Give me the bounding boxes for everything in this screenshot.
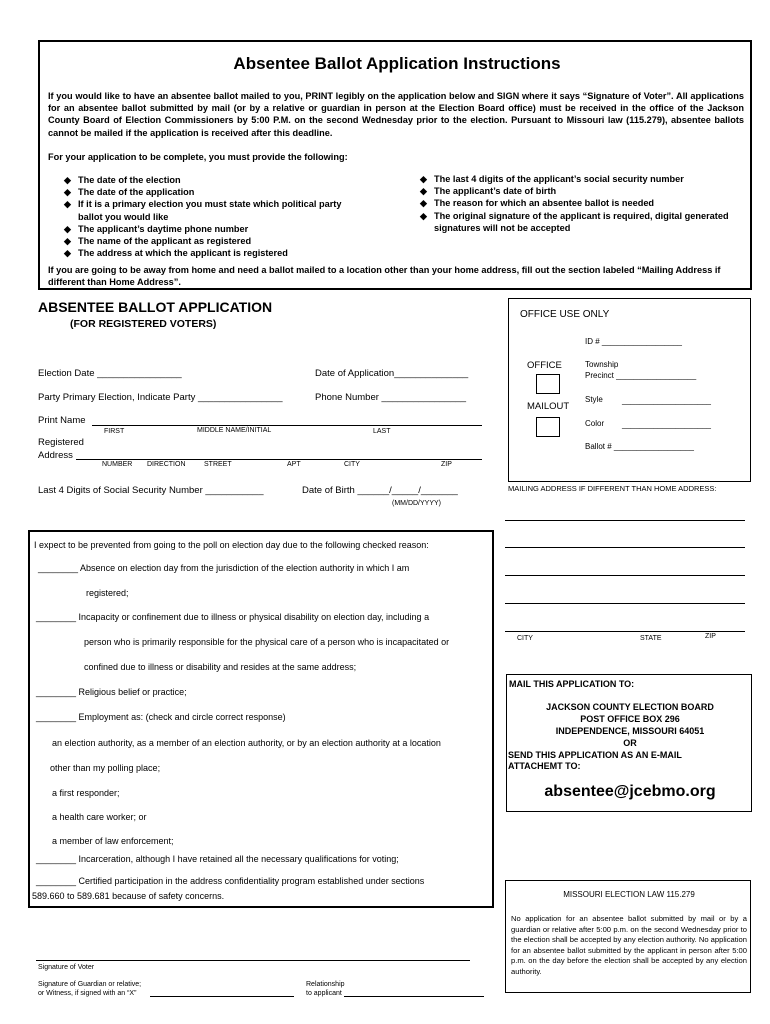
mailing-line-3[interactable] <box>505 575 745 576</box>
application-subtitle: (FOR REGISTERED VOTERS) <box>70 318 217 330</box>
reason-absence[interactable]: ________ Absence on election day from the jurisdiction of the election authority in which I am <box>38 563 410 573</box>
reason-employment[interactable]: ________ Employment as: (check and circle correct response) <box>36 712 286 722</box>
office-checkbox[interactable] <box>536 374 560 394</box>
requirements-list-left <box>64 174 364 259</box>
reason-text: person who is primarily responsible for the physical care of a person who is incapacitated or <box>84 637 450 647</box>
office-id-field: ID # __________________ <box>585 337 682 346</box>
list-item: ◆ The reason for which an absentee ballot is needed <box>420 197 740 209</box>
name-first-caption: FIRST <box>104 428 125 435</box>
mailing-line-2[interactable] <box>505 547 745 548</box>
instructions-box <box>38 40 752 290</box>
instructions-lead: For your application to be complete, you must provide the following: <box>48 152 348 162</box>
name-last-caption: LAST <box>373 428 391 435</box>
mailing-address-title: MAILING ADDRESS IF DIFFERENT THAN HOME ADDRESS: <box>508 484 717 493</box>
reason-religious[interactable]: ________ Religious belief or practice; <box>36 687 187 697</box>
office-use-box <box>508 298 751 482</box>
mail-to-org: JACKSON COUNTY ELECTION BOARD <box>546 702 714 712</box>
instructions-title: Absentee Ballot Application Instructions <box>233 54 561 73</box>
list-item: ◆ The date of the election <box>64 174 364 186</box>
mail-to-or: OR <box>623 738 637 748</box>
address-label: Address <box>38 450 73 461</box>
dob-format-caption: (MM/DD/YYYY) <box>392 500 441 507</box>
to-applicant-label: to applicant <box>306 990 342 997</box>
list-item: ◆ The applicant’s daytime phone number <box>64 223 364 235</box>
party-field[interactable]: Party Primary Election, Indicate Party ________________ <box>38 392 283 403</box>
township-label: Township <box>585 360 619 369</box>
reason-text: other than my polling place; <box>50 763 161 773</box>
requirements-list-right <box>420 173 740 234</box>
print-name-label: Print Name <box>38 415 86 426</box>
mail-to-city: INDEPENDENCE, MISSOURI 64051 <box>555 726 705 736</box>
mailout-checkbox[interactable] <box>536 417 560 437</box>
mailing-line-4[interactable] <box>505 603 745 604</box>
reason-incarceration[interactable]: ________ Incarceration, although I have retained all the necessary qualifications for voting; <box>36 854 399 864</box>
style-line: ____________________ <box>622 396 711 405</box>
witness-signature-label: or Witness, if signed with an “X” <box>38 990 137 997</box>
mail-to-title: MAIL THIS APPLICATION TO: <box>509 679 635 689</box>
voter-signature-label: Signature of Voter <box>38 964 95 971</box>
style-label: Style <box>585 395 603 404</box>
addr-zip-caption: ZIP <box>441 461 452 468</box>
reason-text: registered; <box>86 588 129 598</box>
mailing-city-caption: CITY <box>517 635 533 642</box>
list-item: ◆ The address at which the applicant is registered <box>64 247 364 259</box>
office-use-title: OFFICE USE ONLY <box>520 309 610 320</box>
instructions-footnote: If you are going to be away from home and need a ballot mailed to a location other than your home address, fill out the section labeled “Mailing Address if different than Home Address”. <box>48 265 721 287</box>
reason-text: a health care worker; or <box>52 812 147 822</box>
list-item: ◆ The applicant’s date of birth <box>420 185 740 197</box>
application-date-field[interactable]: Date of Application______________ <box>315 368 469 379</box>
email-lead: SEND THIS APPLICATION AS AN E-MAIL ATTACHEMT TO: <box>508 750 682 771</box>
address-input[interactable] <box>76 459 482 460</box>
precinct-field: Precinct __________________ <box>585 371 697 380</box>
guardian-signature-label: Signature of Guardian or relative; <box>38 981 142 988</box>
relationship-label: Relationship <box>306 981 345 988</box>
email-address-link[interactable]: absentee@jcebmo.org <box>544 783 716 800</box>
reason-box <box>28 530 494 908</box>
print-name-input[interactable] <box>92 425 482 426</box>
mail-to-box-number: POST OFFICE BOX 296 <box>580 714 680 724</box>
reason-text: a member of law enforcement; <box>52 836 174 846</box>
color-label: Color <box>585 419 605 428</box>
ballot-number-field: Ballot # __________________ <box>585 442 694 451</box>
list-item: ◆ The last 4 digits of the applicant’s social security number <box>420 173 740 185</box>
list-item: ◆ The original signature of the applicant is required, digital generated signatures will not be accepted <box>420 210 740 234</box>
addr-city-caption: CITY <box>344 461 360 468</box>
instructions-paragraph: If you would like to have an absentee ballot mailed to you, PRINT legibly on the application below and SIGN where it says “Signature of Voter”. All applications for an absentee ballot submitted by mail (or by a relative or guardian in person at the Election Board office) must be received in the office of the Jackson County Board of Election Commissioners by 5:00 P.M. on the second Wednesday prior to the election. Pursuant to Missouri law (115.279), absentee ballots cannot be mailed if the application is received after this deadline. <box>48 91 744 138</box>
name-middle-caption: MIDDLE NAME/INITIAL <box>197 427 272 434</box>
list-item: ◆ The date of the application <box>64 186 364 198</box>
election-date-field[interactable]: Election Date ________________ <box>38 368 182 379</box>
addr-apt-caption: APT <box>287 461 301 468</box>
ssn-field[interactable]: Last 4 Digits of Social Security Number ___________ <box>38 485 264 496</box>
color-line: ____________________ <box>622 420 711 429</box>
voter-signature-line[interactable] <box>36 960 470 961</box>
reason-text: confined due to illness or disability and resides at the same address; <box>84 662 357 672</box>
reason-text: a first responder; <box>52 788 120 798</box>
addr-direction-caption: DIRECTION <box>147 461 186 468</box>
addr-number-caption: NUMBER <box>102 461 133 468</box>
application-title: ABSENTEE BALLOT APPLICATION <box>38 299 273 315</box>
dob-field[interactable]: Date of Birth ______/_____/_______ <box>302 485 458 496</box>
addr-street-caption: STREET <box>204 461 232 468</box>
reason-confidentiality[interactable]: ________ Certified participation in the address confidentiality program established under sections <box>36 876 425 886</box>
law-text: No application for an absentee ballot submitted by mail or by a guardian or relative after 5:00 p.m. on the second Wednesday prior to the election shall be accepted by any election authority. No application for an absentee ballot submitted by the applicant in person after 5:00 p.m. on the day before the election shall be accepted by any election authority. <box>511 914 747 976</box>
list-item: ◆ The name of the applicant as registered <box>64 235 364 247</box>
reason-text: an election authority, as a member of an election authority, or by an election authority at a location <box>52 738 441 748</box>
phone-field[interactable]: Phone Number ________________ <box>315 392 467 403</box>
mailing-zip-caption: ZIP <box>705 633 716 640</box>
reason-incapacity[interactable]: ________ Incapacity or confinement due to illness or physical disability on election day, including a <box>36 612 430 622</box>
reason-text: 589.660 to 589.681 because of safety concerns. <box>32 891 225 901</box>
mailing-line-1[interactable] <box>505 520 745 521</box>
mailing-line-5[interactable] <box>505 631 745 632</box>
list-item: ◆ If it is a primary election you must state which political party ballot you would like <box>64 198 364 222</box>
reason-lead: I expect to be prevented from going to the poll on election day due to the following checked reason: <box>34 540 429 550</box>
election-law-box <box>505 880 751 993</box>
relationship-line[interactable] <box>344 996 484 997</box>
mailing-state-caption: STATE <box>640 635 662 642</box>
mail-to-box <box>506 674 752 812</box>
registered-label: Registered <box>38 437 84 448</box>
guardian-signature-line[interactable] <box>150 996 294 997</box>
mailout-label: MAILOUT <box>527 401 570 412</box>
law-title: MISSOURI ELECTION LAW 115.279 <box>563 890 695 899</box>
office-label: OFFICE <box>527 360 562 371</box>
